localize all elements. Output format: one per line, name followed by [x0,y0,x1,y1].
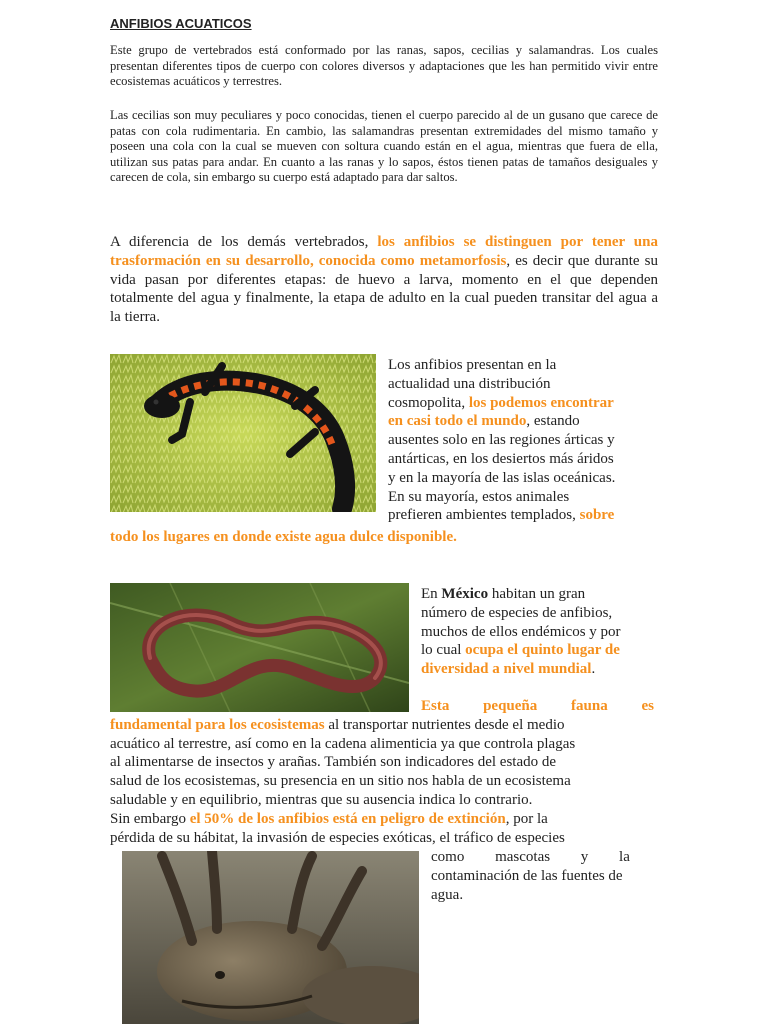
distribution-line: Los anfibios presentan en la [388,357,557,373]
distribution-line: actualidad una distribución [388,375,551,392]
extinction-line: como mascotas y la [431,849,630,865]
mexico-line: número de especies de anfibios, [421,604,613,621]
fauna-line: al alimentarse de insectos y arañas. También son indicadores del estado de [110,754,557,771]
distribution-line: en casi todo el mundo, estando [388,413,580,430]
extinction-line: agua. [431,886,464,903]
extinction-line: contaminación de las fuentes de [431,867,623,884]
mexico-line: lo cual ocupa el quinto lugar de [421,642,620,659]
mexico-block [421,585,658,679]
metamorphosis-highlight: los anfibios se distinguen por tener una trasformación en su desarrollo, conocida como metamorfosis [110,234,658,269]
distribution-line: prefieren ambientes templados, sobre [388,507,615,524]
metamorphosis-text-after: , es decir que durante su vida pasan por diferentes etapas: de huevo a larva, momento en el que dependen totalmente del agua y finalmente, la etapa de adulto en la cual pueden transitar del agua a la tierra. [110,252,658,326]
mexico-line: En México habitan un gran [421,586,586,602]
extinction-line: Sin embargo el 50% de los anfibios está en peligro de extinción, por la [110,810,548,827]
fauna-line: acuático al terrestre, así como en la cadena alimenticia ya que controla plagas [110,735,576,752]
axolotl-photo [122,851,419,1024]
metamorphosis-text-before: A diferencia de los demás vertebrados, [110,234,378,250]
fauna-first-line: Esta pequeña fauna es [421,698,654,714]
distribution-block [388,356,658,525]
mexico-line: diversidad a nivel mundial. [421,661,596,678]
intro-paragraph-2: Las cecilias son muy peculiares y poco conocidas, tienen el cuerpo parecido al de un gusano que carece de patas con cola rudimentaria. En cambio, las salamandras presentan extremidades del mismo tamaño y poseen una cola con la cual se mueven con soltura cuando están en el agua, mientras que fuera de ella, utilizan sus patas para andar. En cuanto a las ranas y lo sapos, éstos tienen patas de tamaños desiguales y carecen de cola, sin embargo su cuerpo está adaptado para dar saltos. [110,108,658,185]
distribution-line: cosmopolita, los podemos encontrar [388,394,614,411]
distribution-line: y en la mayoría de las islas oceánicas. [388,469,616,486]
distribution-line: En su mayoría, estos animales [388,488,570,505]
distribution-line: antárticas, en los desiertos más áridos [388,450,614,467]
distribution-line: ausentes solo en las regiones árticas y [388,432,615,449]
distribution-highlight-line: todo los lugares en donde existe agua dulce disponible. [110,529,457,545]
salamander-photo [110,354,376,512]
fauna-line: saludable y en equilibrio, mientras que su ausencia indica lo contrario. [110,791,533,808]
document-title: ANFIBIOS ACUATICOS [110,16,252,31]
extinction-line: pérdida de su hábitat, la invasión de especies exóticas, el tráfico de especies [110,829,565,846]
extinction-side-block [431,848,658,904]
metamorphosis-paragraph [110,233,658,327]
intro-paragraph-1: Este grupo de vertebrados está conformado por las ranas, sapos, cecilias y salamandras. Los cuales presentan diferentes tipos de cuerpo con colores diversos y adaptaciones que les han permitido vivir entre ecosistemas acuáticos y terrestres. [110,43,658,89]
fauna-line: fundamental para los ecosistemas al transportar nutrientes desde el medio [110,716,565,733]
fauna-line: salud de los ecosistemas, su presencia en un sitio nos habla de un ecosistema [110,773,571,790]
fauna-paragraph [110,697,658,847]
mexico-line: muchos de ellos endémicos y por [421,623,621,640]
caecilian-photo [110,583,409,712]
